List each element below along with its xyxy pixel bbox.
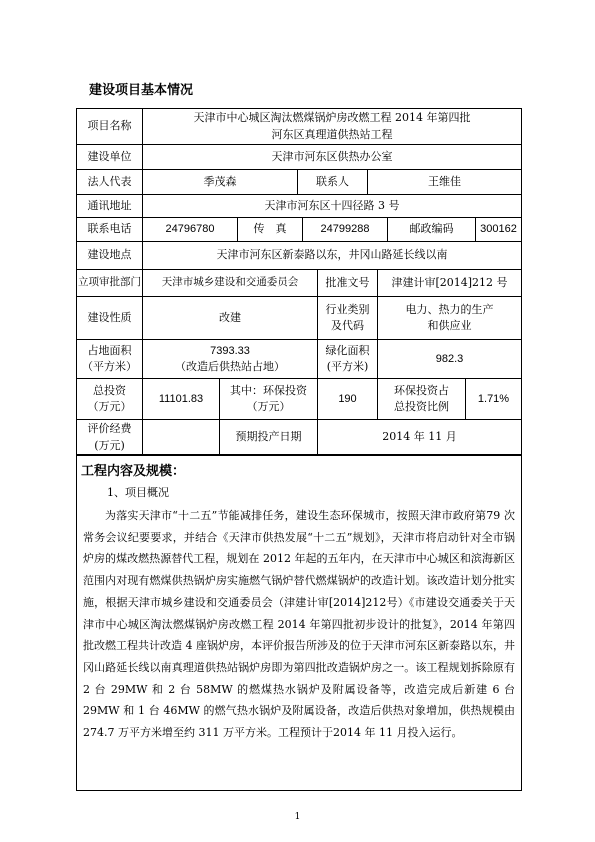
env-ratio-label-line1: 环保投资占 bbox=[394, 383, 449, 397]
nature-value: 改建 bbox=[142, 297, 317, 339]
contact-label: 联系人 bbox=[297, 170, 367, 194]
content-paragraph: 为落实天津市“十二五”节能减排任务，建设生态环保城市，按照天津市政府第79 次常务会议纪要要求，并结合《天津市供热发展“十二五”规划》，天津市将启动针对全市锅炉房的煤改燃热源替代工程，规划在 2012 年起的五年内，在天津市中心城区和滨海新区范围内对现有燃煤供热锅炉房实施燃气锅炉替代燃煤锅炉的改造计划。该改造计划分批实施，根据天津市城乡建设和交通委员会（津建计审[2014]212号）《市建设交通委关于天津市中心城区淘汰燃煤锅炉房改燃工程 2014 年第四批初步设计的批复》，2014 年第四批改燃工程共计改造 4 座锅炉房，本评价报告所涉及的位于天津市河东区新泰路以东，井冈山路延长线以南真理道供热站锅炉房即为第四批改造锅炉房之一。该工程规划拆除原有 2 台 29MW 和 2 台 58MW 的燃煤热水锅炉及附属设备等，改造完成后新建 6 台 29MW 和 1 台 46MW 的燃气热水锅炉及附属设备，改造后供热对象增加，供热规模由 274.7 万平方米增至约 311 万平方米。工程预计于2014 年 11 月投入运行。 bbox=[83, 509, 515, 740]
invest-value: 11101.83 bbox=[142, 379, 219, 419]
fax-label: 传 真 bbox=[237, 218, 302, 241]
nature-label: 建设性质 bbox=[87, 310, 132, 324]
project-name-value bbox=[142, 109, 521, 144]
section-title: 建设项目基本情况 bbox=[89, 83, 194, 98]
eval-fee-label bbox=[77, 420, 142, 455]
industry-label-line2: 及代码 bbox=[331, 319, 364, 332]
env-invest-label-line1: 其中：环保投资 bbox=[230, 383, 307, 397]
table-row bbox=[76, 269, 522, 296]
fax-value: 24799288 bbox=[302, 218, 387, 241]
green-label bbox=[317, 340, 377, 378]
env-ratio-label-line2: 总投资比例 bbox=[394, 400, 449, 413]
industry-value-line2: 和供应业 bbox=[427, 319, 472, 332]
green-label-line2: (平方米) bbox=[326, 360, 369, 373]
area-label-line2: （平方米） bbox=[82, 360, 137, 373]
contact-value: 王维佳 bbox=[367, 170, 521, 194]
table-row bbox=[76, 378, 522, 419]
industry-label bbox=[317, 297, 377, 339]
eval-fee-value bbox=[142, 420, 219, 455]
production-date-value: 2014 年 11 月 bbox=[317, 420, 521, 455]
env-invest-label-line2: （万元） bbox=[246, 400, 291, 413]
builder-value: 天津市河东区供热办公室 bbox=[142, 145, 521, 169]
approval-no-label: 批准文号 bbox=[317, 270, 377, 296]
invest-label bbox=[77, 379, 142, 419]
area-value-line2: （改造后供热站占地） bbox=[175, 360, 285, 373]
production-date-label: 预期投产日期 bbox=[219, 420, 317, 455]
eval-fee-label-line2: (万元) bbox=[94, 438, 125, 452]
invest-label-line1: 总投资 bbox=[93, 383, 126, 397]
postcode-value: 300162 bbox=[475, 218, 521, 241]
table-row bbox=[76, 339, 522, 378]
table-row bbox=[76, 419, 522, 456]
table-row bbox=[76, 194, 522, 217]
address-label: 通讯地址 bbox=[87, 198, 132, 212]
page-number: 1 bbox=[294, 812, 301, 822]
area-label bbox=[77, 340, 142, 378]
approval-dept-label: 立项审批部门 bbox=[78, 276, 141, 289]
table-row bbox=[76, 108, 522, 144]
legal-rep-value: 季茂森 bbox=[142, 170, 297, 194]
phone-value: 24796780 bbox=[142, 218, 237, 241]
legal-rep-label: 法人代表 bbox=[87, 174, 132, 188]
env-invest-value: 190 bbox=[317, 379, 377, 419]
env-ratio-label bbox=[377, 379, 465, 419]
table-row bbox=[76, 217, 522, 241]
postcode-label: 邮政编码 bbox=[387, 218, 475, 241]
industry-value bbox=[377, 297, 521, 339]
industry-value-line1: 电力、热力的生产 bbox=[405, 302, 494, 316]
green-label-line1: 绿化面积 bbox=[325, 343, 370, 357]
table-row bbox=[76, 241, 522, 269]
content-subtitle: 1、项目概况 bbox=[107, 486, 169, 499]
table-row bbox=[76, 144, 522, 169]
project-name-label: 项目名称 bbox=[87, 119, 132, 133]
table-row bbox=[76, 169, 522, 194]
env-ratio-value: 1.71% bbox=[465, 379, 521, 419]
area-value-line1: 7393.33 bbox=[210, 344, 250, 357]
site-value: 天津市河东区新泰路以东，井冈山路延长线以南 bbox=[142, 242, 521, 269]
address-value: 天津市河东区十四径路 3 号 bbox=[142, 195, 521, 217]
green-value: 982.3 bbox=[377, 340, 521, 378]
invest-label-line2: （万元） bbox=[87, 400, 132, 413]
site-label: 建设地点 bbox=[87, 248, 132, 262]
phone-label: 联系电话 bbox=[87, 222, 132, 236]
project-content-box bbox=[76, 454, 522, 791]
approval-no-value: 津建计审[2014]212 号 bbox=[377, 270, 521, 296]
project-info-table bbox=[76, 108, 522, 456]
industry-label-line1: 行业类别 bbox=[325, 302, 370, 316]
content-title: 工程内容及规模： bbox=[81, 464, 186, 479]
env-invest-label bbox=[219, 379, 317, 419]
area-label-line1: 占地面积 bbox=[87, 343, 132, 357]
area-value bbox=[142, 340, 317, 378]
approval-dept-value: 天津市城乡建设和交通委员会 bbox=[142, 270, 317, 296]
table-row bbox=[76, 296, 522, 339]
project-name-line1: 天津市中心城区淘汰燃煤锅炉房改燃工程 2014 年第四批 bbox=[193, 111, 471, 124]
project-name-line2: 河东区真理道供热站工程 bbox=[271, 127, 393, 141]
builder-label: 建设单位 bbox=[87, 149, 132, 163]
eval-fee-label-line1: 评价经费 bbox=[87, 422, 132, 435]
